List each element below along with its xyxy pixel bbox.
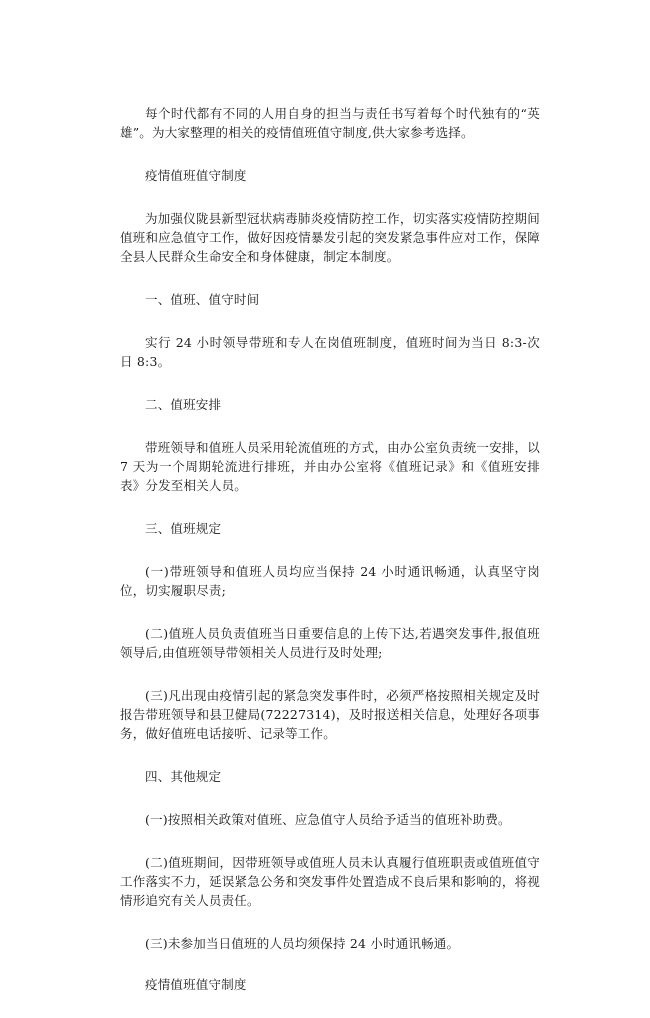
duty-time-paragraph: 实行 24 小时领导带班和专人在岗值班制度，值班时间为当日 8:3-次日 8:3。 [120, 335, 540, 369]
purpose-paragraph: 为加强仪陇县新型冠状病毒肺炎疫情防控工作，切实落实疫情防控期间值班和应急值守工作，做好因疫情暴发引起的突发紧急事件应对工作，保障全县人民群众生命安全和身体健康，制定本制度。 [120, 211, 540, 264]
duty-arrangement-paragraph: 带班领导和值班人员采用轮流值班的方式，由办公室负责统一安排，以 7 天为一个周期轮流进行排班，并由办公室将《值班记录》和《值班安排表》分发至相关人员。 [120, 440, 540, 493]
duty-rule-item: (三)凡出现由疫情引起的紧急突发事件时，必须严格按照相关规定及时报告带班领导和县卫健局(72227314)，及时报送相关信息，处理好各项事务，做好值班电话接听、记录等工作。 [120, 688, 540, 741]
other-rule-item: (三)未参加当日值班的人员均须保持 24 小时通讯畅通。 [145, 936, 460, 951]
duty-rule-item: (二)值班人员负责值班当日重要信息的上传下达,若遇突发事件,报值班领导后,由值班领导带领相关人员进行及时处理; [120, 626, 540, 660]
document-title-repeat: 疫情值班值守制度 [145, 977, 247, 992]
document-body [120, 104, 540, 1018]
other-rule-item: (一)按照相关政策对值班、应急值守人员给予适当的值班补助费。 [145, 812, 511, 827]
duty-rule-item: (一)带班领导和值班人员均应当保持 24 小时通讯畅通，认真坚守岗位，切实履职尽责; [120, 564, 540, 598]
section-heading-other-rules: 四、其他规定 [145, 769, 222, 784]
other-rule-item: (二)值班期间，因带班领导或值班人员未认真履行值班职责或值班值守工作落实不力，延误紧急公务和突发事件处置造成不良后果和影响的，将视情形追究有关人员责任。 [120, 855, 540, 908]
intro-paragraph: 每个时代都有不同的人用自身的担当与责任书写着每个时代独有的“英雄”。为大家整理的相关的疫情值班值守制度,供大家参考选择。 [120, 106, 540, 140]
document-title: 疫情值班值守制度 [145, 168, 247, 183]
section-heading-duty-time: 一、值班、值守时间 [145, 292, 260, 307]
section-heading-duty-rules: 三、值班规定 [145, 521, 222, 536]
section-heading-duty-arrangement: 二、值班安排 [145, 397, 222, 412]
